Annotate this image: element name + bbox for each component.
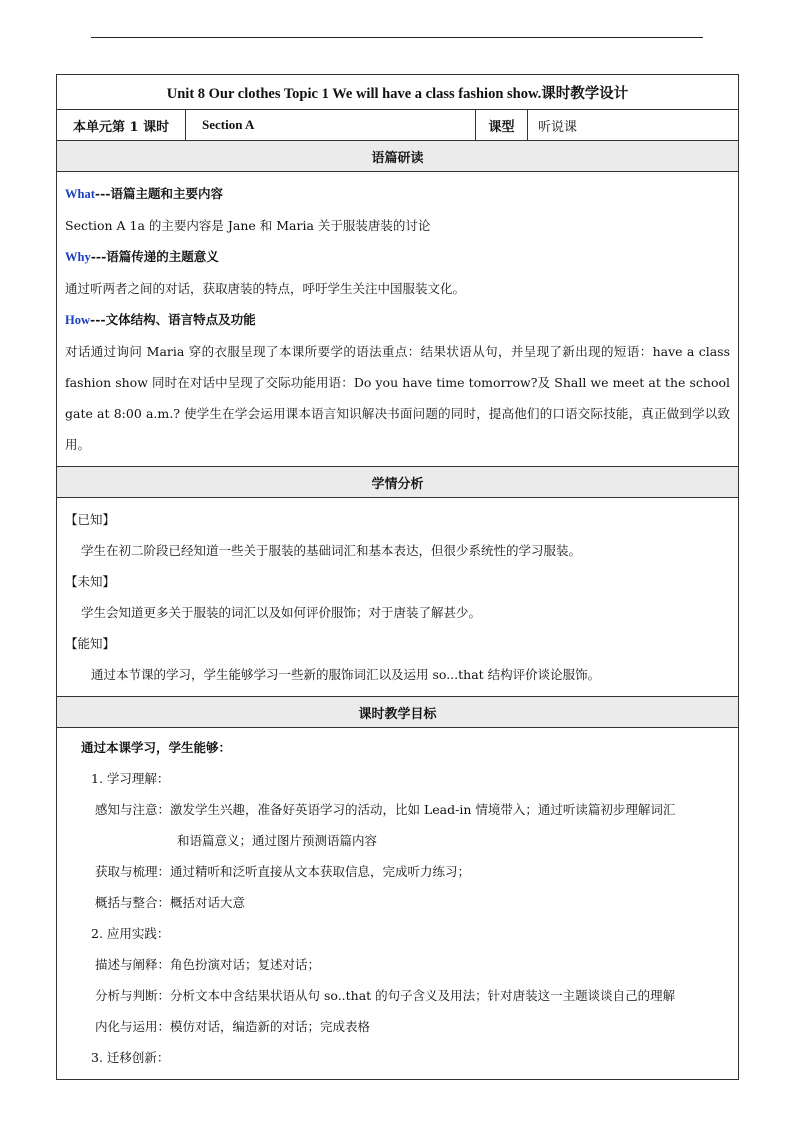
unit-lesson-cell: 本单元第 1 课时 bbox=[57, 110, 186, 141]
header-rule bbox=[91, 37, 703, 38]
lesson-plan-table bbox=[56, 74, 739, 1080]
lesson-type-value: 听说课 bbox=[528, 110, 739, 141]
able-label: 【能知】 bbox=[65, 636, 116, 651]
how-label: How bbox=[65, 313, 90, 327]
goals-body bbox=[57, 728, 739, 1080]
why-label: Why bbox=[65, 250, 91, 264]
goal-item-1: 1. 学习理解： bbox=[91, 771, 170, 786]
unknown-label: 【未知】 bbox=[65, 574, 116, 589]
goal-describe: 描述与阐释：角色扮演对话；复述对话； bbox=[95, 957, 321, 972]
what-heading bbox=[65, 178, 730, 210]
able-text: 通过本节课的学习，学生能够学习一些新的服饰词汇以及运用 so...that 结构评价谈论服饰。 bbox=[91, 667, 601, 682]
why-heading bbox=[65, 241, 730, 273]
what-text: Section A 1a 的主要内容是 Jane 和 Maria 关于服装唐装的讨论 bbox=[65, 218, 431, 233]
how-title: ---文体结构、语言特点及功能 bbox=[90, 312, 256, 327]
section-cell: Section A bbox=[186, 110, 476, 141]
goal-item-3: 3. 迁移创新： bbox=[91, 1050, 170, 1065]
goal-summarize: 概括与整合：概括对话大意 bbox=[95, 895, 246, 910]
document-title: Unit 8 Our clothes Topic 1 We will have a class fashion show.课时教学设计 bbox=[57, 75, 739, 110]
what-title: ---语篇主题和主要内容 bbox=[94, 186, 223, 201]
how-heading bbox=[65, 304, 730, 336]
goal-obtain: 获取与梳理：通过精听和泛听直接从文本获取信息，完成听力练习； bbox=[95, 864, 471, 879]
goal-internalize: 内化与运用：模仿对话，编造新的对话；完成表格 bbox=[95, 1019, 371, 1034]
known-text: 学生在初二阶段已经知道一些关于服装的基础词汇和基本表达，但很少系统性的学习服装。 bbox=[81, 543, 582, 558]
why-title: ---语篇传递的主题意义 bbox=[90, 249, 219, 264]
section-heading-goals: 课时教学目标 bbox=[57, 697, 739, 728]
reading-body bbox=[57, 172, 739, 467]
unknown-text: 学生会知道更多关于服装的词汇以及如何评价服饰；对于唐装了解甚少。 bbox=[81, 605, 482, 620]
goal-analyze: 分析与判断：分析文本中含结果状语从句 so..that 的句子含义及用法；针对唐装这一主题谈谈自己的理解 bbox=[95, 988, 676, 1003]
goal-perceive: 感知与注意：激发学生兴趣，准备好英语学习的活动，比如 Lead-in 情境带入；通过听读篇初步理解词汇 bbox=[95, 802, 676, 817]
meta-row bbox=[57, 110, 739, 141]
goals-intro: 通过本课学习，学生能够： bbox=[81, 740, 232, 755]
analysis-body bbox=[57, 498, 739, 697]
lesson-type-label: 课型 bbox=[476, 110, 528, 141]
section-heading-analysis: 学情分析 bbox=[57, 467, 739, 498]
section-heading-reading: 语篇研读 bbox=[57, 141, 739, 172]
why-text: 通过听两者之间的对话，获取唐装的特点，呼吁学生关注中国服装文化。 bbox=[65, 281, 466, 296]
what-label: What bbox=[65, 187, 95, 201]
goal-perceive-cont: 和语篇意义；通过图片预测语篇内容 bbox=[177, 833, 378, 848]
goal-item-2: 2. 应用实践： bbox=[91, 926, 170, 941]
how-text: 对话通过询问 Maria 穿的衣服呈现了本课所要学的语法重点：结果状语从句，并呈现了新出现的短语：have a class fashion show 同时在对话中呈现了交际功能用语：Do you have time tomorrow?及 Shall we meet at the school gate at 8:00 a.m.? 使学生在学会运用课本语言知识解决书面问题的同时，提高他们的口语交际技能，真正做到学以致用。 bbox=[65, 344, 731, 452]
known-label: 【已知】 bbox=[65, 512, 116, 527]
